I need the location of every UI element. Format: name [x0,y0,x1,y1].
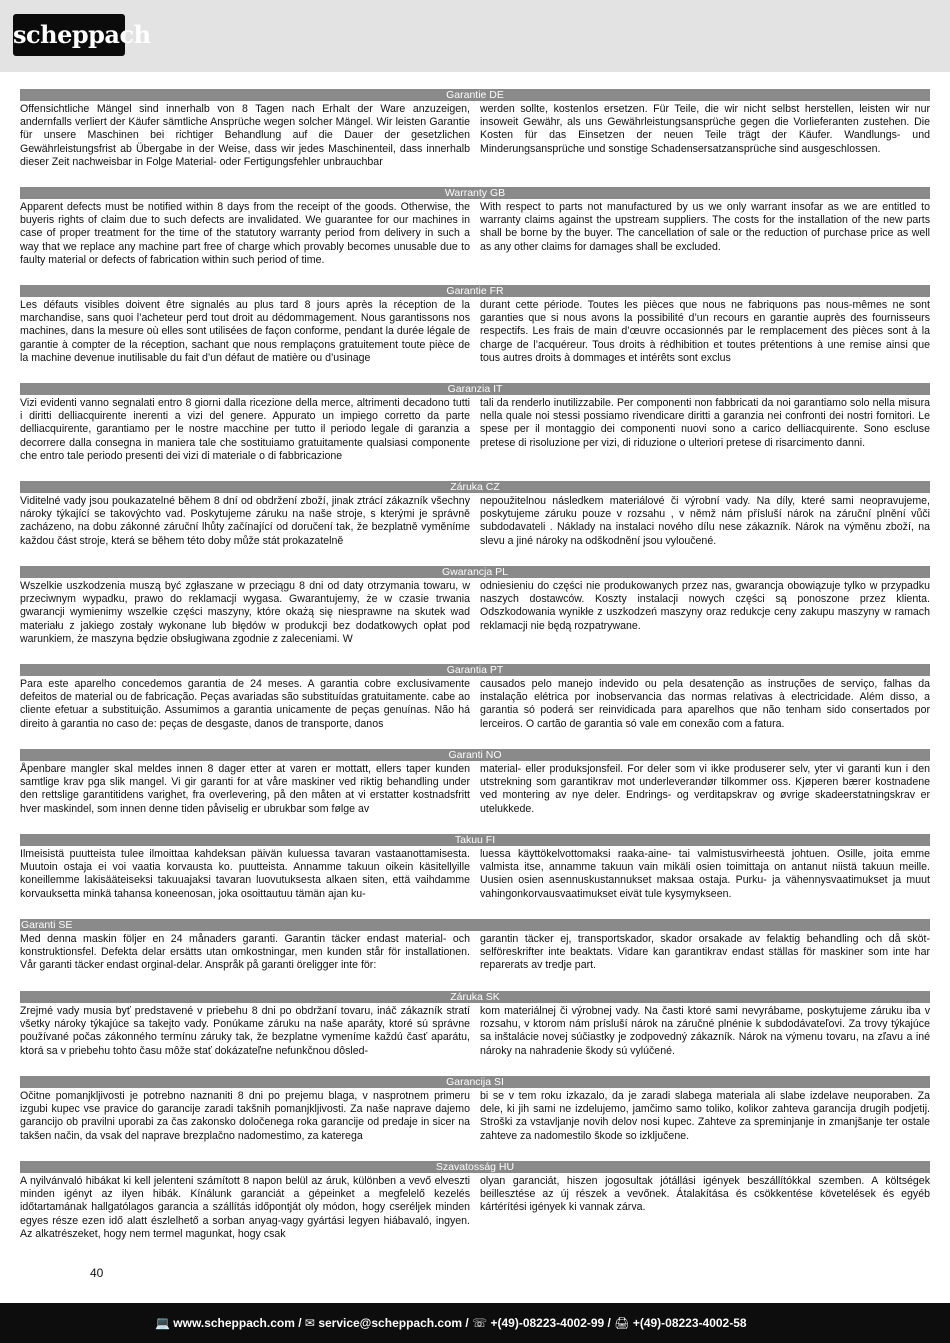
warranty-section-de [20,89,930,169]
section-text-left: Offensichtliche Mängel sind innerhalb von 8 Tagen nach Erhalt der Ware anzuzeigen, andernfalls verliert der Käufer sämtliche Ansprüche wegen solcher Mängel. Wir leisten Garantie für unsere Maschinen bei richtiger Behandlung auf die Dauer der gesetzlichen Gewährleistungsfrist ab Übergabe in der Weise, dass wir jedes Maschinenteil, dass innerhalb dieser Zeit nachweisbar in Folge Material- oder Fertigungsfehler unbrauchbar [20,103,470,168]
section-text-right: durant cette période. Toutes les pièces que nous ne fabriquons pas nous-mêmes ne sont garanties que si nous avons la possibilité d’un recours en garantie auprès des fournisseurs respectifs. Les frais de main d’œuvre occasionnés par le remplacement des pièces sont à la charge de l’acquéreur. Tous droits à rédhibition et toutes prétentions à une remise ainsi que tous autres droits à dommages et intérêts sont exclus [480,299,930,364]
computer-icon: 💻 [155,1316,170,1330]
section-text-left: Med denna maskin följer en 24 månaders garanti. Garantin täcker endast material- och konstruktionsfel. Defekta delar ersätts utan omkostningar, men kunden står för installationen. Vår garanti täcker endast orginal-delar. Anspråk på garanti öreligger inte för: [20,933,470,972]
section-title: Záruka SK [20,991,930,1003]
section-text-left: Para este aparelho concedemos garantia de 24 meses. A garantia cobre exclusivamente defeitos de material ou de fabricação. Peças avariadas são substituídas gratuitamente. cabe ao cliente efetuar a substituição. Assumimos a garantia unicamente de peças genuínas. Não há direito à garantia no caso de: peças de desgaste, danos de transporte, danos [20,678,470,730]
section-title: Garanzia IT [20,383,930,395]
warranty-section-hu [20,1161,930,1241]
section-text-left: Apparent defects must be notified within 8 days from the receipt of the goods. Otherwise, the buyeris rights of claim due to such defects are invalidated. We guarantee for our machines in case of proper treatment for the time of the statutory warranty period from delivery in such a way that we replace any machine part free of charge which provably becomes unusable due to faulty material or defects of fabrication within such period of time. [20,201,470,266]
section-text-left: Åpenbare mangler skal meldes innen 8 dager etter at varen er mottatt, ellers taper kunden samtlige krav pga slik mangel. Vi gir garanti for at våre maskiner ved riktig behandling under den rettslige garantitidens varighet, fra overlevering, på den måten at vi erstatter kostnadsfritt hver maskindel, som innen denne tiden påviselig er ubrukbar som følge av [20,763,470,815]
footer-contacts [155,1303,747,1343]
section-title: Takuu FI [20,834,930,846]
section-text-left: Viditelné vady jsou poukazatelné během 8 dní od obdržení zboží, jinak ztrácí zákazník všechny nároky týkající se takovýchto vad. Poskytujeme záruku na naše stroje, s kterými je správně zacházeno, na dobu zákonné záruční lhůty začínající od doručení tak, že bezplatně vyměníme každou část stroje, která se během této doby může stát prokazatelně [20,495,470,547]
section-text-left: Ilmeisistä puutteista tulee ilmoittaa kahdeksan päivän kuluessa tavaran vastaanottamisesta. Muutoin ostaja ei voi vaatia korvausta ko. puutteista. Annamme takuun oikein käsitellyille koneillemme lakisääteiseksi takuuajaksi tavaran luovutuksesta alkaen siten, että vaihdamme korvauksetta minkä tahansa koneenosan, joka osoittautuu tämän ajan ku- [20,848,470,900]
fax-icon: 🖨 [614,1316,630,1330]
section-title: Gwarancja PL [20,566,930,578]
section-text-right: tali da renderlo inutilizzabile. Per componenti non fabbricati da noi garantiamo solo nella misura nella quale noi stessi possiamo rivendicare diritti a garanzia nei confronti dei nostri fornitori. Le spese per il montaggio dei componenti nuovi sono a carico delliacquirente. Sono escluse pretese di risoluzione per vizi, di riduzione o ulteriori pretese di risarcimento danni. [480,397,930,449]
section-text-right: garantin täcker ej, transportskador, skador orsakade av felaktig behandling och då sköt-selföreskrifter inte beaktats. Vidare kan garantikrav endast ställas för maskiner som inte har reparerats av tredje part. [480,933,930,972]
warranty-section-no [20,749,930,816]
section-text-left: Les défauts visibles doivent être signalés au plus tard 8 jours après la réception de la marchandise, sans quoi l’acheteur perd tout droit au dédommagement. Nous garantissons nos machines, dans la mesure où elles sont utilisées de façon conforme, pendant la durée légale de garantie à compter de la réception, sachant que nous remplaçons gratuitement toute pièce de la machine devenue inutilisable du fait d’un défaut de matière ou d’usinage [20,299,470,364]
warranty-section-se [20,919,930,973]
warranty-section-fr [20,285,930,365]
section-text-right: material- eller produksjonsfeil. For deler som vi ikke produserer selv, yter vi garanti kun i den utstrekning som garantikrav mot underleverandør tilkommer oss. Kjøperen bærer kostnadene ved montering av nye deler. Endrings- og verditapskrav og øvrige skadeerstatningskrav er utelukkede. [480,763,930,815]
section-text-right: nepoužitelnou následkem materiálové či výrobní vady. Na díly, které sami neopravujeme, poskytujeme záruku pouze v rozsahu , v němž nám přísluší nárok na záruční plnění vůči subdodavateli . Náklady na instalaci nového dílu nese zákazník. Nárok na výměnu zboží, na slevu a jiné nároky na odškodnění jsou vyloučené. [480,495,930,547]
section-text-left: A nyilvánvaló hibákat ki kell jelenteni számított 8 napon belül az áruk, különben a vevő elveszti minden igényt az ilyen hibák. Kínálunk garanciát a gépeinket a megfelelő kezelés időtartamának hallgatólagos garancia a szállítás időpontját oly módon, hogy cseréljek minden egyes része ezen idő alatt észlelhető a sorban anyag-vagy gyártási legyen hiábavaló, ingyen. Az alkatrészeket, hogy nem termel magunkat, hogy csak [20,1175,470,1240]
warranty-section-fi [20,834,930,901]
fax-number: +(49)-08223-4002-58 [632,1316,747,1330]
warranty-section-si [20,1076,930,1143]
section-text-right: odniesieniu do części nie produkowanych przez nas, gwarancja obowiązuje tylko w przypadku naszych dostawców. Koszty instalacji nowych części są ponoszone przez klienta. Odszkodowania wynikłe z uszkodzeń maszyny oraz redukcje ceny zakupu maszyny w ramach reklamacji nie będą rozpatrywane. [480,580,930,632]
section-title: Garanti NO [20,749,930,761]
section-text-right: luessa käyttökelvottomaksi raaka-aine- tai valmistusvirheestä johtuen. Osille, joita emme valmista itse, annamme takuun vain mikäli osien toimittaja on antanut niistä takuun meille. Uusien osien asennuskustannukset maksaa ostaja. Purku- ja vähennysvaatimukset ja muut vahingonkorvausvaatimukset eivät tule kysymykseen. [480,848,930,900]
section-text-right: causados pelo manejo indevido ou pela desatenção as instruções de serviço, falhas da instalação elétrica por inobservancia das normas relativas à electricidade. Além disso, a garantia só poderá ser reinvidicada para aparelhos que não tenham sido consertados por lerceiros. O cartão de garantia só vale em conexão com a fatura. [480,678,930,730]
section-title: Warranty GB [20,187,930,199]
section-text-right: bi se v tem roku izkazalo, da je zaradi slabega materiala ali slabe izdelave neuporaben. Za dele, ki jih sami ne izdelujemo, jamčimo samo toliko, kolikor zahteva garancija drugih podjetij. Stroški za vstavljanje novih delov nosi kupec. Zahteve za spreminjanje in zmanjšanje ter ostale zahteve za nadomestilo škode so izključene. [480,1090,930,1142]
phone-number: +(49)-08223-4002-99 / [490,1316,611,1330]
section-title: Szavatosság HU [20,1161,930,1173]
website-link[interactable]: www.scheppach.com / [173,1316,302,1330]
section-title: Záruka CZ [20,481,930,493]
section-title: Garantie DE [20,89,930,101]
warranty-section-pt [20,664,930,731]
section-title: Garantie FR [20,285,930,297]
section-text-right: olyan garanciát, hiszen jogosultak jótállási igények beszállítókkal szemben. A költségek beillesztése az új részek a vevőnek. Átalakítása és csökkentése követelések és egyéb kártérítési igények ki vannak zárva. [480,1175,930,1214]
section-text-left: Zrejmé vady musia byť predstavené v priebehu 8 dni po obdržaní tovaru, ináč zákazník stratí všetky nároky týkajúce sa takejto vady. Ponúkame záruku na naše aparáty, ktoré sú správne používané počas zákonného termínu záruky tak, že bezplatne vymeníme každú časť aparátu, ktorá sa v priebehu tohto času môže stať dokázateľne nefunkčnou dôsled- [20,1005,470,1057]
email-link[interactable]: service@scheppach.com / [318,1316,469,1330]
warranty-section-it [20,383,930,463]
section-text-right: With respect to parts not manufactured by us we only warrant insofar as we are entitled to warranty claims against the upstream suppliers. The costs for the installation of the new parts shall be borne by the buyer. The cancellation of sale or the reduction of purchase price as well as any other claims for damages shall be excluded. [480,201,930,253]
warranty-section-sk [20,991,930,1058]
envelope-icon: ✉ [304,1316,315,1330]
section-text-right: werden sollte, kostenlos ersetzen. Für Teile, die wir nicht selbst herstellen, leisten wir nur insoweit Gewähr, als uns Gewährleistungsansprüche gegen die Vorlieferanten zustehen. Die Kosten für das Einsetzen der neuen Teile trägt der Käufer. Wandlungs- und Minderungsansprüche und sonstige Schadensersatzansprüche sind ausgeschlossen. [480,103,930,155]
page-number: 40 [90,1266,104,1280]
warranty-section-gb [20,187,930,267]
phone-icon: ☏ [472,1316,488,1330]
warranty-section-cz [20,481,930,548]
section-text-left: Vizi evidenti vanno segnalati entro 8 giorni dalla ricezione della merce, altrimenti decadono tutti i diritti delliacquirente inerenti a vizi del genere. Appurato un impiego corretto da parte delliacquirente, garantiamo per le nostre macchine per tutto il periodo legale di garanzia a decorrere dalla consegna in maniera tale che sostituiamo gratuitamente qualsiasi componente che entro tale periodo presenti dei vizi di materiale o di fabbricazione [20,397,470,462]
scheppach-logo: scheppach [13,14,125,56]
section-text-left: Očitne pomanjkljivosti je potrebno naznaniti 8 dni po prejemu blaga, v nasprotnem primeru izgubi kupec vse pravice do garancije zaradi takšnih pomanjkljivosti. Za naše naprave dajemo garancijo ob pravilni uporabi za čas zakonsko določenega roka garancije od predaje in sicer na takšen način, da vsak del naprave brezplačno nadomestimo, za katerega [20,1090,470,1142]
section-text-right: kom materiálnej či výrobnej vady. Na časti ktoré sami nevyrábame, poskytujeme záruku iba v rozsahu, v ktorom nám prísluší nárok na záručné plnénie k subdodávateľovi. Za trovy týkajúce sa inštalácie novej súčiastky je zodpovedný zákazník. Nárok na výmenu tovaru, na zľavu a iné nároky na nahradenie škody sú vylúčené. [480,1005,930,1057]
section-title: Garancija SI [20,1076,930,1088]
warranty-section-pl [20,566,930,646]
section-title: Garanti SE [20,919,930,931]
footer-bar [0,1303,950,1343]
section-text-left: Wszelkie uszkodzenia muszą być zgłaszane w przeciągu 8 dni od daty otrzymania towaru, w przeciwnym wypadku, prawo do reklamacji wygasa. Gwarantujemy, że w czasie trwania gwarancji wymienimy wszelkie części maszyny, które okażą się niesprawne na skutek wad materiału z jakiego zostały wykonane lub błędów w produkcji bez dodatkowych opłat pod warunkiem, że maszyna będzie obsługiwana zgodnie z zaleceniami. W [20,580,470,645]
header-band [0,0,950,72]
section-title: Garantia PT [20,664,930,676]
